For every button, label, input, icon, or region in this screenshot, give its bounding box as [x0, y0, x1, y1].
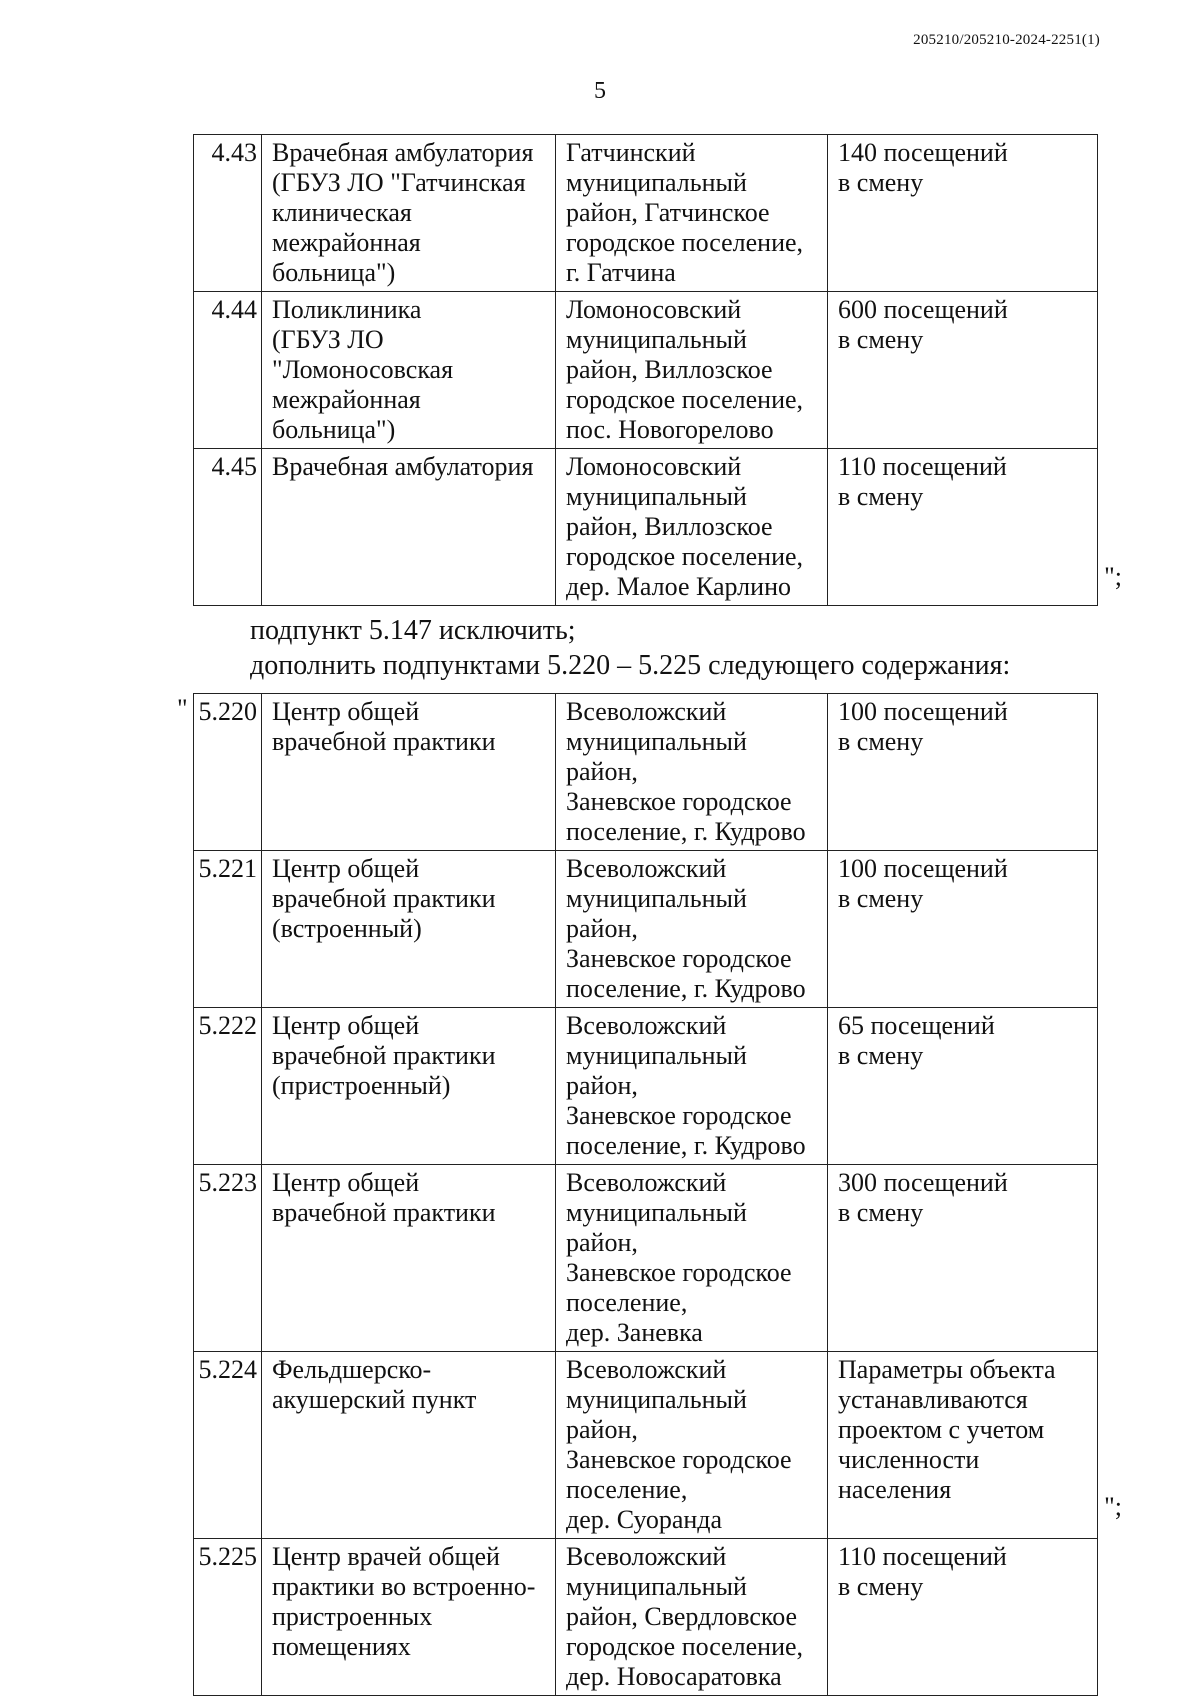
facility-capacity: 110 посещений в смену	[838, 452, 1007, 511]
facility-name: Центр общей врачебной практики (пристроенный)	[272, 1011, 496, 1100]
row-number: 5.224	[198, 1355, 257, 1384]
facility-name: Центр общей врачебной практики	[272, 697, 496, 756]
facility-location: Ломоносовский муниципальный район, Виллозское городское поселение, пос. Новогорелово	[566, 295, 804, 444]
facility-capacity-cell	[828, 449, 1098, 606]
facility-capacity: Параметры объекта устанавливаются проектом с учетом численности населения	[838, 1355, 1056, 1504]
table-2-closing-mark: ";	[1104, 1492, 1122, 1521]
row-number: 5.225	[198, 1542, 257, 1571]
table-1-closing-mark: ";	[1104, 562, 1122, 591]
facility-location-cell	[556, 449, 828, 606]
facility-location: Всеволожский муниципальный район, Заневское городское поселение, г. Кудрово	[566, 697, 806, 846]
row-number: 5.222	[198, 1011, 257, 1040]
table-row	[194, 1539, 1098, 1696]
table-row	[194, 1165, 1098, 1352]
facility-capacity-cell	[828, 851, 1098, 1008]
row-number: 4.44	[211, 295, 257, 324]
table-row	[194, 449, 1098, 606]
facility-location: Всеволожский муниципальный район, Заневское городское поселение, дер. Заневка	[566, 1168, 792, 1347]
facility-name: Фельдшерско- акушерский пункт	[272, 1355, 477, 1414]
facility-capacity: 600 посещений в смену	[838, 295, 1008, 354]
row-number-cell	[194, 449, 262, 606]
table-2-opening-mark: "	[177, 694, 188, 723]
facility-capacity: 100 посещений в смену	[838, 697, 1008, 756]
facility-capacity: 100 посещений в смену	[838, 854, 1008, 913]
row-number-cell	[194, 694, 262, 851]
facilities-table-2	[193, 693, 1098, 1696]
table-row	[194, 135, 1098, 292]
facility-capacity-cell	[828, 1008, 1098, 1165]
row-number: 4.43	[211, 138, 257, 167]
table-row	[194, 292, 1098, 449]
facility-location: Всеволожский муниципальный район, Заневское городское поселение, г. Кудрово	[566, 1011, 806, 1160]
facility-location: Всеволожский муниципальный район, Заневское городское поселение, дер. Суоранда	[566, 1355, 792, 1534]
facility-location-cell	[556, 1539, 828, 1696]
row-number: 5.221	[198, 854, 257, 883]
facility-name-cell	[262, 851, 556, 1008]
facility-capacity-cell	[828, 1539, 1098, 1696]
paragraph-add-subitems: дополнить подпунктами 5.220 – 5.225 следующего содержания:	[250, 650, 1011, 681]
row-number: 4.45	[211, 452, 257, 481]
facility-capacity-cell	[828, 292, 1098, 449]
row-number-cell	[194, 292, 262, 449]
facility-capacity-cell	[828, 135, 1098, 292]
facility-name: Центр общей врачебной практики (встроенный)	[272, 854, 496, 943]
facility-capacity: 140 посещений в смену	[838, 138, 1008, 197]
table-row	[194, 1008, 1098, 1165]
paragraph-exclude-subitem: подпункт 5.147 исключить;	[250, 615, 576, 646]
facility-name-cell	[262, 1539, 556, 1696]
facility-location-cell	[556, 1352, 828, 1539]
facility-location-cell	[556, 851, 828, 1008]
facility-location-cell	[556, 1165, 828, 1352]
facility-name: Поликлиника (ГБУЗ ЛО "Ломоносовская межрайонная больница")	[272, 295, 454, 444]
page-number: 5	[594, 78, 606, 104]
facility-capacity: 110 посещений в смену	[838, 1542, 1007, 1601]
row-number-cell	[194, 1165, 262, 1352]
facility-location: Гатчинский муниципальный район, Гатчинское городское поселение, г. Гатчина	[566, 138, 804, 287]
facility-capacity-cell	[828, 1352, 1098, 1539]
facility-capacity-cell	[828, 1165, 1098, 1352]
facility-name-cell	[262, 1008, 556, 1165]
facilities-table-1-body	[194, 135, 1098, 606]
facility-name-cell	[262, 1352, 556, 1539]
table-row	[194, 1352, 1098, 1539]
row-number-cell	[194, 1008, 262, 1165]
facility-name: Центр врачей общей практики во встроенно- пристроенных помещениях	[272, 1542, 536, 1661]
facility-location-cell	[556, 135, 828, 292]
row-number-cell	[194, 851, 262, 1008]
facility-location-cell	[556, 694, 828, 851]
table-row	[194, 851, 1098, 1008]
facility-location-cell	[556, 1008, 828, 1165]
facility-capacity-cell	[828, 694, 1098, 851]
document-id: 205210/205210-2024-2251(1)	[913, 32, 1100, 48]
row-number-cell	[194, 135, 262, 292]
row-number: 5.223	[198, 1168, 257, 1197]
facility-location-cell	[556, 292, 828, 449]
table-row	[194, 694, 1098, 851]
facility-name: Врачебная амбулатория	[272, 452, 534, 481]
facility-name: Центр общей врачебной практики	[272, 1168, 496, 1227]
facilities-table-1	[193, 134, 1098, 606]
facility-name-cell	[262, 1165, 556, 1352]
row-number-cell	[194, 1539, 262, 1696]
facility-name: Врачебная амбулатория (ГБУЗ ЛО "Гатчинская клиническая межрайонная больница")	[272, 138, 534, 287]
facility-capacity: 300 посещений в смену	[838, 1168, 1008, 1227]
row-number-cell	[194, 1352, 262, 1539]
row-number: 5.220	[198, 697, 257, 726]
facility-location: Всеволожский муниципальный район, Заневское городское поселение, г. Кудрово	[566, 854, 806, 1003]
facility-location: Всеволожский муниципальный район, Свердловское городское поселение, дер. Новосаратовка	[566, 1542, 804, 1691]
facility-name-cell	[262, 135, 556, 292]
facility-name-cell	[262, 292, 556, 449]
facilities-table-2-body	[194, 694, 1098, 1696]
facility-capacity: 65 посещений в смену	[838, 1011, 995, 1070]
facility-name-cell	[262, 449, 556, 606]
facility-location: Ломоносовский муниципальный район, Виллозское городское поселение, дер. Малое Карлино	[566, 452, 804, 601]
facility-name-cell	[262, 694, 556, 851]
